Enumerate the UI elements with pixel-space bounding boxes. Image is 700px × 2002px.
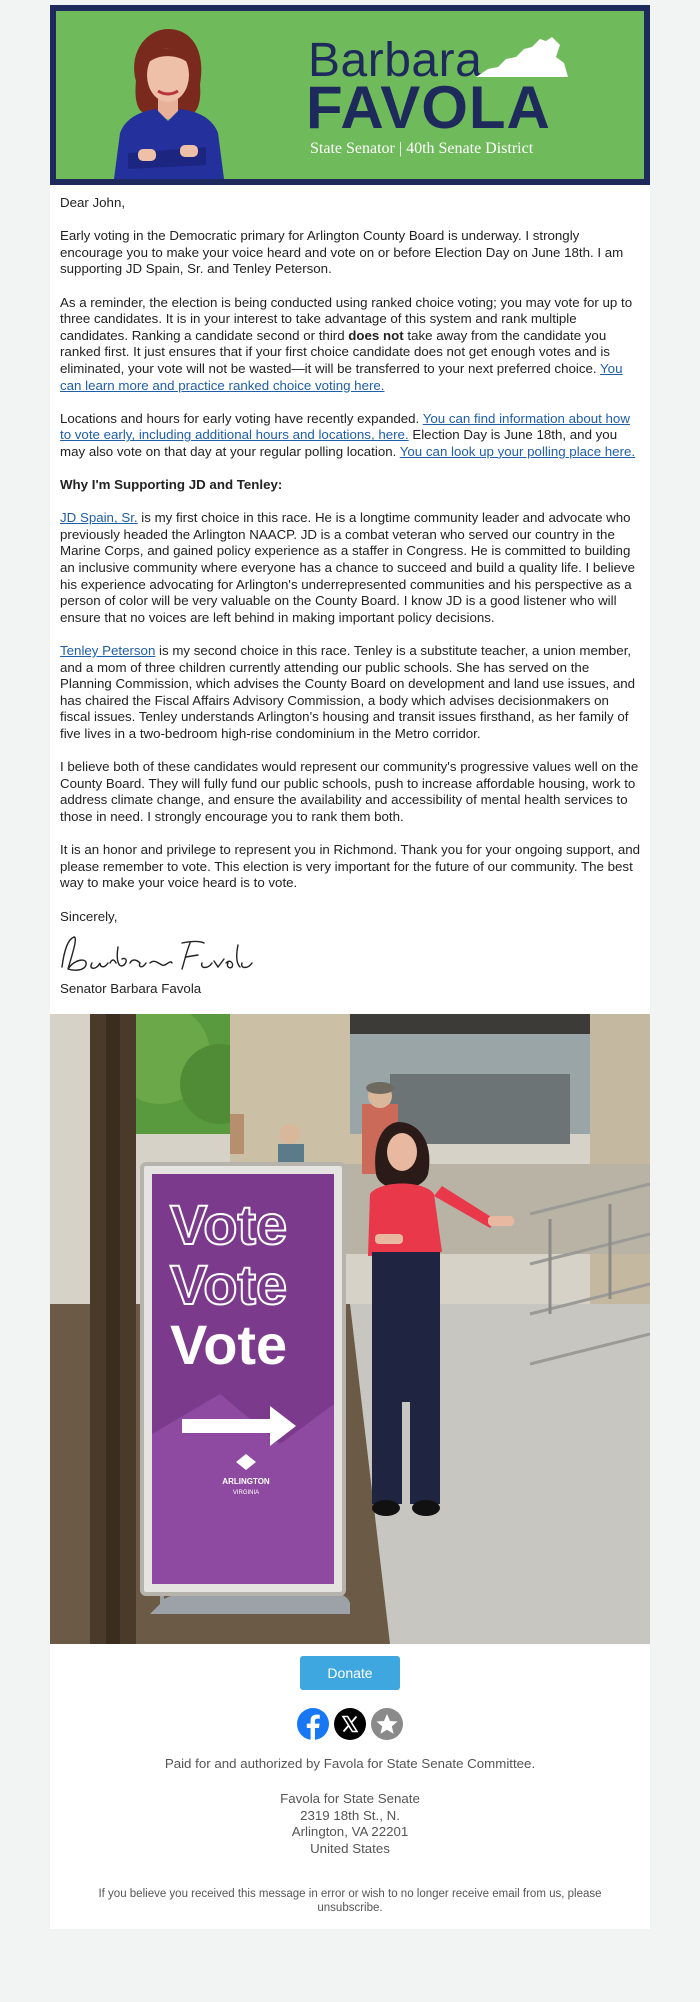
- jd-spain-link[interactable]: JD Spain, Sr.: [60, 510, 138, 526]
- text: As a reminder, the election is being conducted using ranked choice voting; you may vote for up to three candidates. It is in your interest to take advantage of this system and rank multiple candidates. Ranking a candidate second or third: [60, 294, 633, 343]
- letter-body: [50, 185, 650, 998]
- text: is my second choice in this race. Tenley is a substitute teacher, a union member, and a mom of three children currently attending our public schools. She has served on the Planning Commission, which advises the County Board on development and land use issues, and has chaired the Fiscal Affairs Advisory Commission, a body which advises decisionmakers on fiscal issues. Tenley understands Arlington's housing and transit issues firsthand, as her family of five lives in a two-bedroom high-rise condominium in the Metro corridor.: [60, 643, 636, 741]
- email-footer: [50, 1644, 650, 1929]
- paragraph-tenley-peterson: [60, 643, 640, 743]
- handwritten-signature: [60, 929, 640, 981]
- paragraph-early-voting: [60, 411, 640, 461]
- paragraph-intro: Early voting in the Democratic primary for Arlington County Board is underway. I strongly encourage you to make your voice heard and vote on or before Election Day on June 18th. I am supporting JD Spain, Sr. and Tenley Peterson.: [60, 228, 624, 277]
- paragraph-closing: It is an honor and privilege to represent you in Richmond. Thank you for your ongoing support, and please remember to vote. This election is very important for the future of our community. The best way to make your voice heard is to vote.: [60, 842, 640, 891]
- sign-logo-text: ARLINGTON: [222, 1477, 270, 1487]
- header-banner: [50, 5, 650, 185]
- sign-logo-subtext: VIRGINIA: [232, 1490, 260, 1497]
- address-line: United States: [310, 1840, 390, 1856]
- star-icon[interactable]: [371, 1708, 403, 1740]
- unsubscribe-notice[interactable]: If you believe you received this message in error or wish to no longer receive email from us, please unsubscribe.: [98, 1888, 602, 1915]
- x-icon[interactable]: [334, 1708, 366, 1740]
- text: Locations and hours for early voting have recently expanded.: [60, 410, 423, 426]
- text: is my first choice in this race. He is a longtime community leader and advocate who previously headed the Arlington NAACP. JD is a combat veteran who served our country in the Marine Corps, and gained policy experience as a staffer in Congress. He is committed to building an inclusive community where everyone has a chance to succeed and build a quality life. I believe his experience advocating for Arlington's underrepresented communities and his perspective as a person of color will be very valuable on the County Board. I know JD is a good listener who will ensure that no voices are left behind in making important policy decisions.: [60, 510, 636, 625]
- signed-name: Senator Barbara Favola: [60, 981, 202, 997]
- polling-place-link[interactable]: You can look up your polling place here.: [399, 443, 636, 459]
- email-container: [50, 5, 650, 1929]
- paragraph-ranked-choice: [60, 295, 640, 395]
- mailing-address: [50, 1791, 650, 1857]
- brand-last-name: FAVOLA: [306, 74, 551, 141]
- banner-panel: [56, 11, 644, 179]
- brand-subtitle: State Senator | 40th Senate District: [310, 140, 534, 157]
- section-heading: Why I'm Supporting JD and Tenley:: [60, 477, 283, 493]
- address-line: Arlington, VA 22201: [291, 1824, 409, 1840]
- text: take away from the candidate you ranked first. It just ensures that if your first choice candidate does not get enough votes and is eliminated, your vote will not be wasted—it will be transferred to your next preferred choice.: [60, 327, 610, 376]
- donate-button[interactable]: Donate: [300, 1656, 399, 1690]
- campaign-photo: [50, 1014, 650, 1644]
- brand-first-name: Barbara: [308, 34, 483, 87]
- closing: Sincerely,: [60, 908, 118, 924]
- bold-text: does not: [348, 327, 404, 343]
- sign-word-1: Vote: [170, 1193, 288, 1257]
- paragraph-jd-spain: [60, 510, 640, 626]
- ranked-choice-link[interactable]: You can learn more and practice ranked choice voting here.: [60, 360, 623, 393]
- facebook-icon[interactable]: [297, 1708, 329, 1740]
- tenley-peterson-link[interactable]: Tenley Peterson: [60, 643, 156, 659]
- early-voting-link[interactable]: You can find information about how to vote early, including additional hours and locations, here.: [60, 410, 630, 443]
- sign-word-3: Vote: [170, 1313, 288, 1377]
- text: Election Day is June 18th, and you may also vote on that day at your regular polling location.: [60, 427, 618, 459]
- paragraph-values: I believe both of these candidates would represent our community's progressive values well on the County Board. They will fully fund our public schools, push to increase affordable housing, work to address climate change, and ensure the availability and accessibility of mental health services to those in need. I strongly encourage you to rank them both.: [60, 759, 639, 824]
- social-links: [50, 1708, 650, 1740]
- senator-portrait: [108, 21, 226, 179]
- address-line: Favola for State Senate: [280, 1790, 420, 1806]
- address-line: 2319 18th St., N.: [300, 1807, 400, 1823]
- sign-word-2: Vote: [170, 1253, 288, 1317]
- paid-for-disclaimer: Paid for and authorized by Favola for State Senate Committee.: [164, 1756, 536, 1772]
- greeting: Dear John,: [60, 195, 126, 210]
